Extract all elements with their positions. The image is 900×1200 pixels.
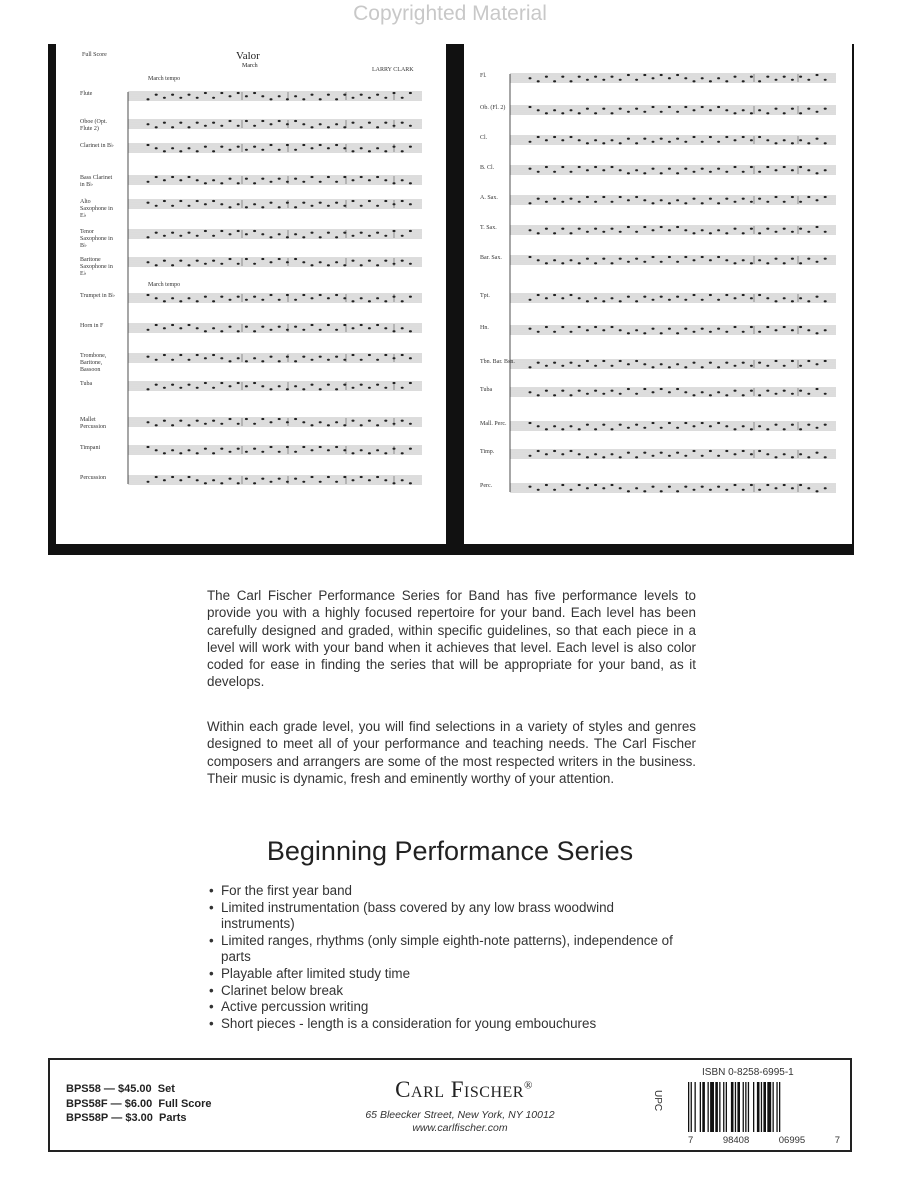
tempo-marking: March tempo <box>148 76 181 82</box>
barcode-bar <box>735 1082 736 1132</box>
series-title: Beginning Performance Series <box>266 836 634 866</box>
score-page-left <box>56 44 446 544</box>
catalog-code: BPS58 <box>66 1083 101 1095</box>
staff <box>128 144 422 153</box>
instrument-label: Trombone, Baritone, Bassoon <box>80 353 107 373</box>
instrument-label: Flute <box>80 91 93 97</box>
price-row-parts: BPS58P — $3.00 Parts <box>66 1112 187 1124</box>
barcode-bar <box>688 1082 689 1132</box>
barcode-bar <box>731 1082 734 1132</box>
instrument-label: B. Cl. <box>480 165 495 171</box>
staff <box>510 326 836 335</box>
price: $6.00 <box>124 1097 153 1110</box>
publisher-website: www.carlfischer.com <box>412 1122 508 1134</box>
instrument-label: Tpt. <box>480 293 490 299</box>
instrument-label: Timpani <box>80 445 101 451</box>
instrument-label: Tbn. Bar. Bsn. <box>480 359 515 365</box>
price-row-score: BPS58F — $6.00 Full Score <box>66 1097 212 1110</box>
barcode-bar <box>753 1082 754 1132</box>
staff <box>128 324 422 333</box>
barcode-bar <box>757 1082 760 1132</box>
list-item: • Limited instrumentation (bass covered by any low brass woodwind instruments) <box>209 900 689 933</box>
barcode-digit-group: 7 <box>834 1135 840 1146</box>
staff <box>510 106 836 115</box>
staff <box>128 200 422 209</box>
instrument-label: Tuba <box>480 387 493 393</box>
barcode-digit-group: 7 <box>688 1135 694 1146</box>
staff <box>510 484 836 493</box>
catalog-code: BPS58P <box>66 1112 109 1124</box>
barcode-bar <box>702 1082 705 1132</box>
barcode-bar <box>776 1082 777 1132</box>
staff <box>128 176 422 185</box>
staff <box>128 476 422 485</box>
staff <box>510 256 836 265</box>
price-label: Set <box>157 1083 175 1095</box>
isbn: ISBN 0-8258-6995-1 <box>702 1067 794 1078</box>
barcode-bar <box>715 1082 718 1132</box>
score-subtitle: March <box>242 63 258 69</box>
staff <box>128 92 422 101</box>
score-composer: LARRY CLARK <box>372 67 414 73</box>
publisher-address-block <box>310 1109 610 1135</box>
barcode-bar <box>710 1082 714 1132</box>
list-item: • Playable after limited study time <box>209 966 689 983</box>
barcode-bar <box>726 1082 727 1132</box>
barcode-digits <box>688 1135 840 1146</box>
staff <box>510 294 836 303</box>
staff <box>510 422 836 431</box>
list-item: • Limited ranges, rhythms (only simple eighth-note patterns), independence of parts <box>209 933 689 966</box>
instrument-label: Tuba <box>80 381 93 387</box>
staff <box>510 388 836 397</box>
price-list <box>66 1082 212 1126</box>
barcode-bar <box>763 1082 766 1132</box>
publisher-logo <box>330 1077 598 1103</box>
list-item: • Short pieces - length is a consideration for young embouchures <box>209 1016 689 1033</box>
staff <box>128 382 422 391</box>
instrument-label: Oboe (Opt. Flute 2) <box>80 119 107 132</box>
barcode-bar <box>779 1082 780 1132</box>
instrument-label: Percussion <box>80 475 106 481</box>
publisher-address: 65 Bleecker Street, New York, NY 10012 <box>365 1109 555 1121</box>
registered-mark: ® <box>523 1079 533 1092</box>
price-label: Full Score <box>158 1097 212 1110</box>
barcode <box>688 1082 840 1132</box>
instrument-label: A. Sax. <box>480 195 498 201</box>
price-label: Parts <box>158 1112 187 1124</box>
barcode-bar <box>708 1082 709 1132</box>
instrument-label: Baritone Saxophone in E♭ <box>80 257 113 277</box>
staff <box>128 120 422 129</box>
score-header: Full Score <box>82 52 107 58</box>
barcode-bar <box>723 1082 724 1132</box>
instrument-label: Fl. <box>480 73 487 79</box>
staff <box>510 360 836 369</box>
score-page-right <box>464 44 852 544</box>
staff <box>510 166 836 175</box>
instrument-label: Horn in F <box>80 323 104 329</box>
staff <box>510 226 836 235</box>
instrument-label: Bar. Sax. <box>480 255 502 261</box>
instrument-label: T. Sax. <box>480 225 497 231</box>
staff <box>510 196 836 205</box>
barcode-bar <box>737 1082 740 1132</box>
instrument-label: Perc. <box>480 483 493 489</box>
instrument-label: Alto Saxophone in E♭ <box>80 199 113 219</box>
barcode-bar <box>745 1082 746 1132</box>
instrument-label: Hn. <box>480 325 489 331</box>
barcode-bar <box>748 1082 749 1132</box>
list-item: • Active percussion writing <box>209 999 689 1016</box>
series-feature-list <box>209 883 689 1032</box>
barcode-digit-group: 06995 <box>778 1135 806 1146</box>
staff <box>510 450 836 459</box>
score-staves-right <box>464 44 852 544</box>
staff <box>128 446 422 455</box>
price: $45.00 <box>117 1083 152 1095</box>
barcode-digit-group: 98408 <box>722 1135 750 1146</box>
barcode-bar <box>691 1082 692 1132</box>
barcode-bar <box>767 1082 771 1132</box>
barcode-bar <box>773 1082 774 1132</box>
copyright-watermark: Copyrighted Material <box>353 2 547 25</box>
barcode-bar <box>743 1082 744 1132</box>
staff <box>128 418 422 427</box>
staff <box>128 230 422 239</box>
score-preview <box>48 44 854 555</box>
publisher-name: Carl Fischer <box>395 1077 524 1102</box>
price: $3.00 <box>125 1112 153 1124</box>
barcode-bar <box>695 1082 696 1132</box>
staff <box>128 354 422 363</box>
instrument-label: Mallet Percussion <box>80 417 106 430</box>
tempo-marking-brass: March tempo <box>148 282 181 288</box>
catalog-code: BPS58F <box>66 1097 108 1110</box>
barcode-bar <box>761 1082 762 1132</box>
instrument-label: Cl. <box>480 135 488 141</box>
instrument-label: Trumpet in B♭ <box>80 293 115 299</box>
list-item: • Clarinet below break <box>209 983 689 1000</box>
intro-paragraph-2: Within each grade level, you will find selections in a variety of styles and genres designed to meet all of your performance and teaching needs. The Carl Fischer composers and arrangers are some of the most respected writers in the business. Their music is dynamic, fresh and eminently worthy of your attention. <box>207 719 696 786</box>
score-title: Valor <box>236 50 260 62</box>
barcode-bar <box>700 1082 701 1132</box>
staff <box>128 258 422 267</box>
instrument-label: Bass Clarinet in B♭ <box>80 175 113 188</box>
staff <box>128 294 422 303</box>
intro-paragraph-1: The Carl Fischer Performance Series for Band has five performance levels to provide you with a highly focused repertoire for your band. Each level has been carefully designed and graded, within specific guidelines, so that each piece in a level will work with your band when it achieves that level. Each level is also color coded for ease in finding the series that will be appropriate for your band, as it develops. <box>207 588 696 690</box>
instrument-label: Tenor Saxophone in B♭ <box>80 229 113 249</box>
price-row-set: BPS58 — $45.00 Set <box>66 1083 175 1095</box>
list-item: • For the first year band <box>209 883 689 900</box>
instrument-label: Mall. Perc. <box>480 421 507 427</box>
instrument-label: Timp. <box>480 449 495 455</box>
staff <box>510 74 836 83</box>
upc-label: UPC <box>652 1090 663 1112</box>
instrument-label: Clarinet in B♭ <box>80 143 114 149</box>
barcode-bar <box>719 1082 720 1132</box>
instrument-label: Ob. (Fl. 2) <box>480 105 506 111</box>
staff <box>510 136 836 145</box>
